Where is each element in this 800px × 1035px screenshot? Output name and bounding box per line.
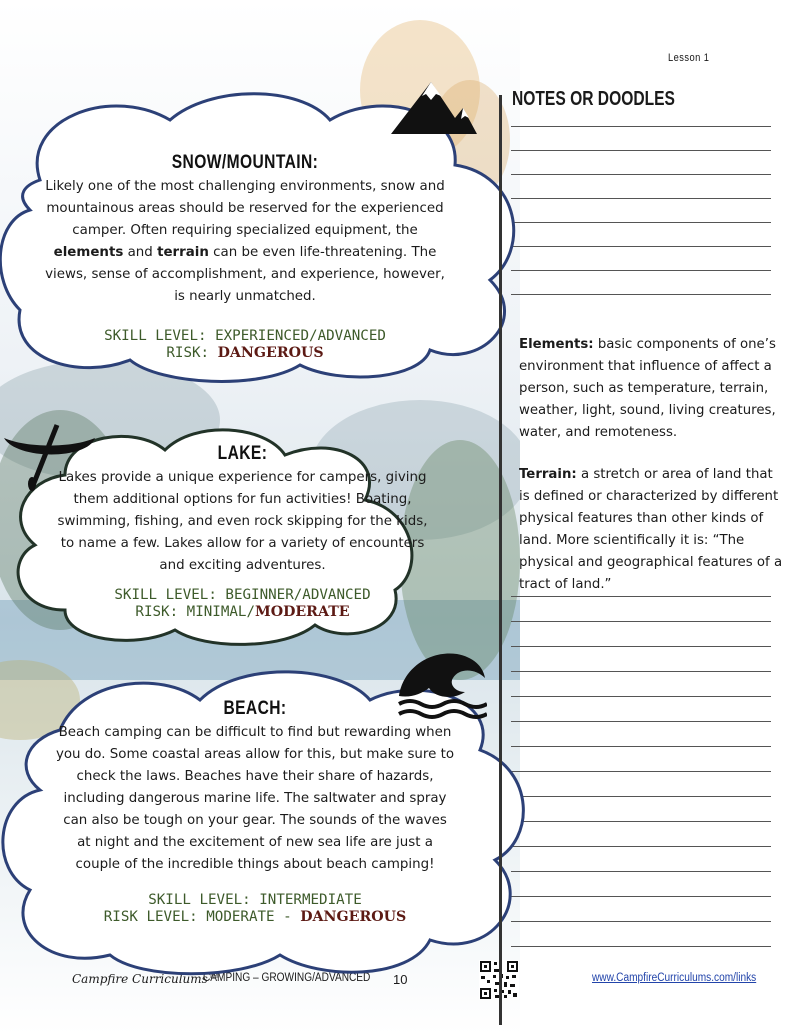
lake-risk: RISK: MINIMAL/MODERATE <box>135 604 350 620</box>
beach-skill-level: SKILL LEVEL: INTERMEDIATE <box>148 892 362 908</box>
beach-card <box>55 698 455 926</box>
mountain-icon <box>389 78 479 136</box>
lake-card <box>50 443 435 621</box>
lesson-label: Lesson 1 <box>668 52 710 64</box>
column-divider <box>499 95 502 1025</box>
lake-description: Lakes provide a unique experience for campers, giving them additional options for fun activities! Boating, swimming, fishing, and even rock skipping for the kids, to name a few. Lakes allow for a variety of encounters and exciting adventures. <box>57 470 428 573</box>
canoe-icon <box>2 420 97 492</box>
snow-description: Likely one of the most challenging environments, snow and mountainous areas should be reserved for the experienced camper. Often requiring specialized equipment, the elements and terrain can be even life-threatening. The views, sense of accomplishment, and experience, however, is nearly unmatched. <box>45 179 445 304</box>
lake-title: LAKE: <box>217 443 268 464</box>
footer-course: CAMPING – GROWING/ADVANCED <box>203 972 371 984</box>
footer-logo: Campfire Curriculums™ <box>72 972 220 986</box>
lake-skill-level: SKILL LEVEL: BEGINNER/ADVANCED <box>114 587 371 603</box>
terrain-definition: Terrain: a stretch or area of land that is defined or characterized by different physical features than other kinds of land. More scientifically it is: “The physical and geographical features of a tract of land.” <box>519 467 783 592</box>
wave-icon <box>395 648 487 722</box>
snow-skill-level: SKILL LEVEL: EXPERIENCED/ADVANCED <box>104 328 386 344</box>
beach-title: BEACH: <box>223 698 287 719</box>
notes-title: NOTES OR DOODLES <box>512 88 675 110</box>
elements-definition: Elements: basic components of one’s environment that influence of affect a person, such as temperature, terrain, weather, light, sound, living creatures, water, and remoteness. <box>519 337 776 440</box>
snow-card <box>40 152 450 362</box>
definitions-panel <box>519 334 787 616</box>
beach-description: Beach camping can be difficult to find but rewarding when you do. Some coastal areas allow for this, but make sure to check the laws. Beaches have their share of hazards, including dangerous marine life. The saltwater and spray can also be tough on your gear. The sounds of the waves at night and the excitement of new sea life are just a couple of the incredible things about beach camping! <box>55 725 455 872</box>
snow-risk: RISK: DANGEROUS <box>166 345 324 361</box>
page-number: 10 <box>393 972 408 987</box>
footer-link[interactable]: www.CampfireCurriculums.com/links <box>592 972 757 984</box>
snow-title: SNOW/MOUNTAIN: <box>171 152 319 173</box>
beach-risk: RISK LEVEL: MODERATE - DANGEROUS <box>103 909 407 925</box>
